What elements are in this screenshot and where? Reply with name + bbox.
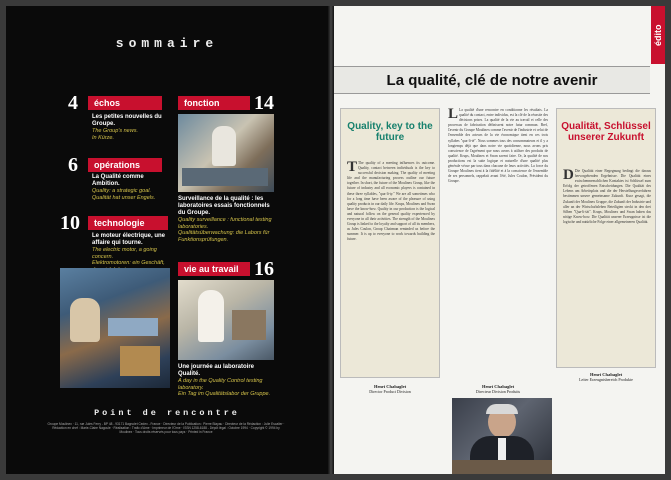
english-box [340, 108, 440, 378]
section-label-fonction: fonction [178, 96, 250, 110]
footer-title: Point de rencontre [94, 408, 240, 418]
german-title: Qualität, Schlüssel unserer Zukunft [561, 121, 651, 143]
signature-english: Henri Chabaglet Director Product Division [369, 384, 411, 394]
section-number: 10 [60, 212, 80, 234]
english-text: T The quality of a meeting influences its outcome. Quality, contact between individuals is the key to successful decision making. The quality of meeting life and the manufacturing process outline our future together. In short, the future of the Moulinex Group, like the future of industry and all economic players is contained in these three syllables, "qua-li-ty." We are all sometimes who for a long time have been aware of the pleasure of using quality products in our daily life. Krups, Moulinex and Swan have the know-how. Quality in our production is the logical and natural follow on the general quality experienced by everyone in all their activities. The strength of the Moulinex Group is linked to the loyalty and support of all its members, as Jules Coulon, Group Chairman reminded us before the summer. It is up to everyone to work towards building the future. [347, 159, 435, 242]
section-label-operations: opérations [88, 158, 162, 172]
signature-french: Henri Chabaglet Directeur Division Produits [475, 384, 521, 394]
contents-page [6, 6, 328, 474]
section-label-echos: échos [88, 96, 162, 110]
laboratory-photo [178, 114, 274, 192]
imprint-text: Groupe Moulinex · 11, rue Jules Ferry - BP 48 - 93171 Bagnolet Cedex - France · Directeur de la Publication : Pierre Blayau · Directeur de la Rédaction : Julie Escalier · Rédaction en chef : Marie-Claire Nagoule · Réalisation : Trafic d'Ame · Imprimeur de l'Orne · ISSN 1258-6188 - Dépôt légal : Octobre 1994 · Copyright © 1994 by Moulinex · Tous droits réservés pour tous pays · Printed in France [47, 422, 285, 435]
editorial-title: La qualité, clé de notre avenir [334, 66, 650, 94]
section-summary: Une journée au laboratoire Qualité. A day in the Quality Control testing laboratory. Ein Tag im Qualitätslabor der Gruppe. [178, 364, 271, 397]
german-box [556, 108, 656, 368]
editorial-page [334, 6, 665, 474]
edito-tab-label: édito [653, 24, 663, 46]
section-summary: Surveillance de la qualité : les laboratoires essais fonctionnels du Groupe. Quality surveillance : functional testing laboratories. Qualitätsüberwachung: die Labors für Funktionsprüfungen. [178, 196, 272, 243]
signature-german: Henri Chabaglet Leiter Erzeugnisbereich Produkte [579, 372, 633, 382]
section-summary: Le moteur électrique, une affaire qui tourne. The electric motor, a going concern. Elektromotoren: ein Geschäft, [92, 233, 166, 266]
factory-photo [60, 268, 170, 388]
section-number: 6 [68, 154, 78, 176]
german-text: D Die Qualität einer Begegnung bedingt die daraus hervorgehenden Ergebnisse. Die Qualität eines zwischenmenschlichen Kontaktes ist Schlüssel zum Erfolg der getroffenen Entscheidungen. Die Qualität des Lebens am Arbeitsplatz und die der Herstellungsverfahren bestimmen unsere gemeinsame Zukunft. Kurz gesagt, die Zukunft der Moulinex Gruppe, die Zukunft der Industrie und aller an der Wirtschaftsleben Beteiligten steckt in den drei Silben "Qua-li-tät". Krups, Moulinex und Swan haben das nötige Know-how. Die Qualität unserer Erzeugnisse ist die logische und natürliche Folge einer allgemeineren Qualität. [563, 167, 651, 224]
section-summary: Les petites nouvelles du Groupe. The Group's news. In Kürze. [92, 114, 162, 141]
section-summary: La Qualité comme Ambition. Quality: a strategic goal. Qualität hat unser Engels. [92, 174, 156, 201]
section-number: 16 [254, 258, 274, 280]
section-label-vie-au-travail: vie au travail [178, 262, 250, 276]
portrait-photo [452, 398, 552, 474]
english-title: Quality, key to the future [347, 121, 433, 143]
section-label-technologie: technologie [88, 216, 168, 230]
section-number: 14 [254, 92, 274, 114]
contents-title: sommaire [115, 36, 219, 51]
french-text: L La qualité d'une rencontre en conditionne les résultats. La qualité du contact, entre individus, est la clé de la réussite des décisions prises. La qualité de la vie au travail et celle des processus de fabrication définissent notre futur commun. Bref, l'avenir du Groupe Moulinex comme l'avenir de l'industrie et celui de l'ensemble des acteurs de la vie économique tient en ces trois syllabes "qua-li-té". Nous sommes tous des consommateurs et il y a longtemps déjà que dans notre vie quotidienne, nous avons pris conscience de l'agrément que nous avons à utiliser des produits de qualité. Krups, Moulinex et Swan savent faire. Or, la qualité de nos productions est la suite logique et naturelle d'une qualité plus générale vécue par tous dans chacune de leurs activités. La force du Groupe Moulinex tient à la fidélité et à la conscience de l'ensemble de ses personnels, rappelait avant l'été, Jules Coulon, Président du Groupe. [448, 106, 548, 184]
technician-photo [178, 280, 274, 360]
section-number: 4 [68, 92, 78, 114]
